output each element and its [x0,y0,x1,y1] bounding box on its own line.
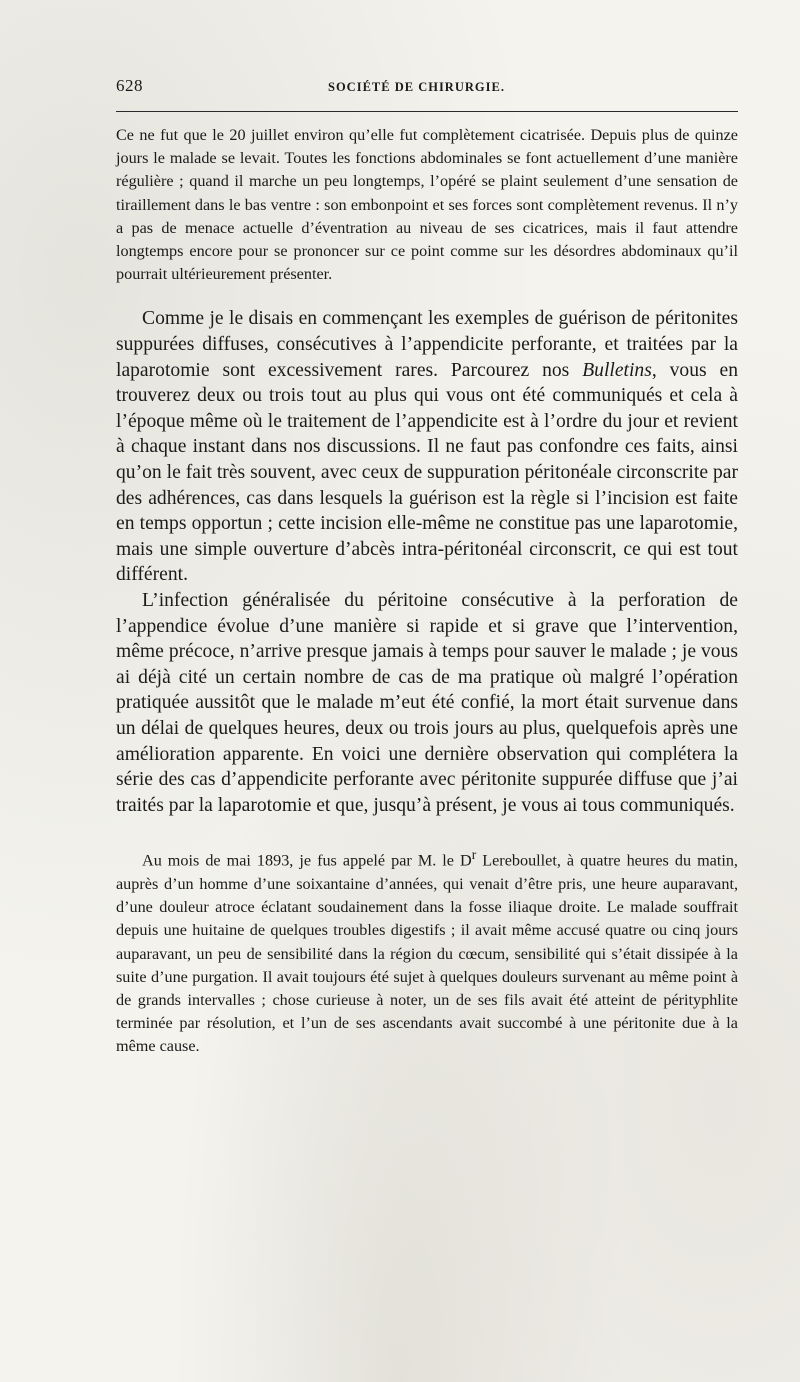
running-title: SOCIÉTÉ DE CHIRURGIE. [328,80,505,94]
paragraph-observation-text-end: Lereboullet, à quatre heures du matin, auprès d’un homme d’une soixantaine d’années, qui venait d’être pris, une heure auparavant, d’une douleur atroce éclatant soudainement dans la fosse iliaque droite. Le malade souffrait depuis une huitaine de quelques troubles digestifs ; il avait même accusé quatre ou cinq jours auparavant, un peu de sensibilité dans la région du cœcum, sensibilité qui s’était dissipée à la suite d’une purgation. Il avait toujours été sujet à quelques douleurs survenant au même point à de grands intervalles ; chose curieuse à noter, un de ses fils avait été atteint de pérityphlite terminée par résolution, et l’un de ses ascendants avait succombé à une péritonite due à la même cause. [116,851,738,1056]
paragraph-peritonites-text-end: , vous en trouverez deux ou trois tout au plus qui vous ont été communiqués et cela à l’époque même où le traitement de l’appendicite est à l’ordre du jour et revient à chaque instant dans nos discussions. Il ne faut pas confondre ces faits, ainsi qu’on le fait très souvent, avec ceux de suppuration péritonéale circonscrite par des adhérences, cas dans lesquels la guérison est la règle si l’incision est faite en temps opportun ; cette incision elle-même ne constitue pas une laparotomie, mais une simple ouverture d’abcès intra-péritonéal circonscrit, ce qui est tout différent. [116,359,738,586]
page-number: 628 [116,76,143,95]
paragraph-infection: L’infection généralisée du péritoine consécutive à la perforation de l’appendice évolue d’une manière si rapide et si grave que l’intervention, même précoce, n’arrive presque jamais à temps pour sauver le malade ; je vous ai déjà cité un certain nombre de cas de ma pratique où malgré l’opération pratiquée aussitôt que le malade m’eut été confié, la mort était survenue dans un délai de quelques heures, deux ou trois jours au plus, quelquefois après une amélioration apparente. En voici une dernière observation qui complétera la série des cas d’appendicite perforante avec péritonite suppurée diffuse que j’ai traités par la laparotomie et que, jusqu’à présent, je vous ai tous communiqués. [116,589,738,816]
book-page [116,72,738,1059]
paragraph-cicatrisation: Ce ne fut que le 20 juillet environ qu’elle fut complètement cicatrisée. Depuis plus de quinze jours le malade se levait. Toutes les fonctions abdominales se font actuellement d’une manière régulière ; quand il marche un peu longtemps, l’opéré se plaint seulement d’une sensation de tiraillement dans le bas ventre : son embonpoint et ses forces sont complètement revenus. Il n’y a pas de menace actuelle d’éventration au niveau de ses cicatrices, mais il faut attendre longtemps encore pour se prononcer sur ce point comme sur les désordres abdominaux qu’il pourrait ultérieurement présenter. [116,126,738,284]
running-head [116,72,738,96]
header-rule [116,111,738,112]
paragraph-observation-text-start: Au mois de mai 1893, je fus appelé par M. le D [142,851,472,870]
paragraph-observation [116,843,738,1058]
paragraph-peritonites-text-start: Comme je le disais en commençant les exemples de guérison de péritonites suppurées diffuses, consécutives à l’appendicite perforante, et traitées par la laparotomie sont excessivement rares. Parcourez nos [116,308,738,381]
bulletins-title: Bulletins [582,359,652,381]
doctor-abbrev-superscript: r [471,847,477,863]
paragraph-peritonites [116,306,738,588]
